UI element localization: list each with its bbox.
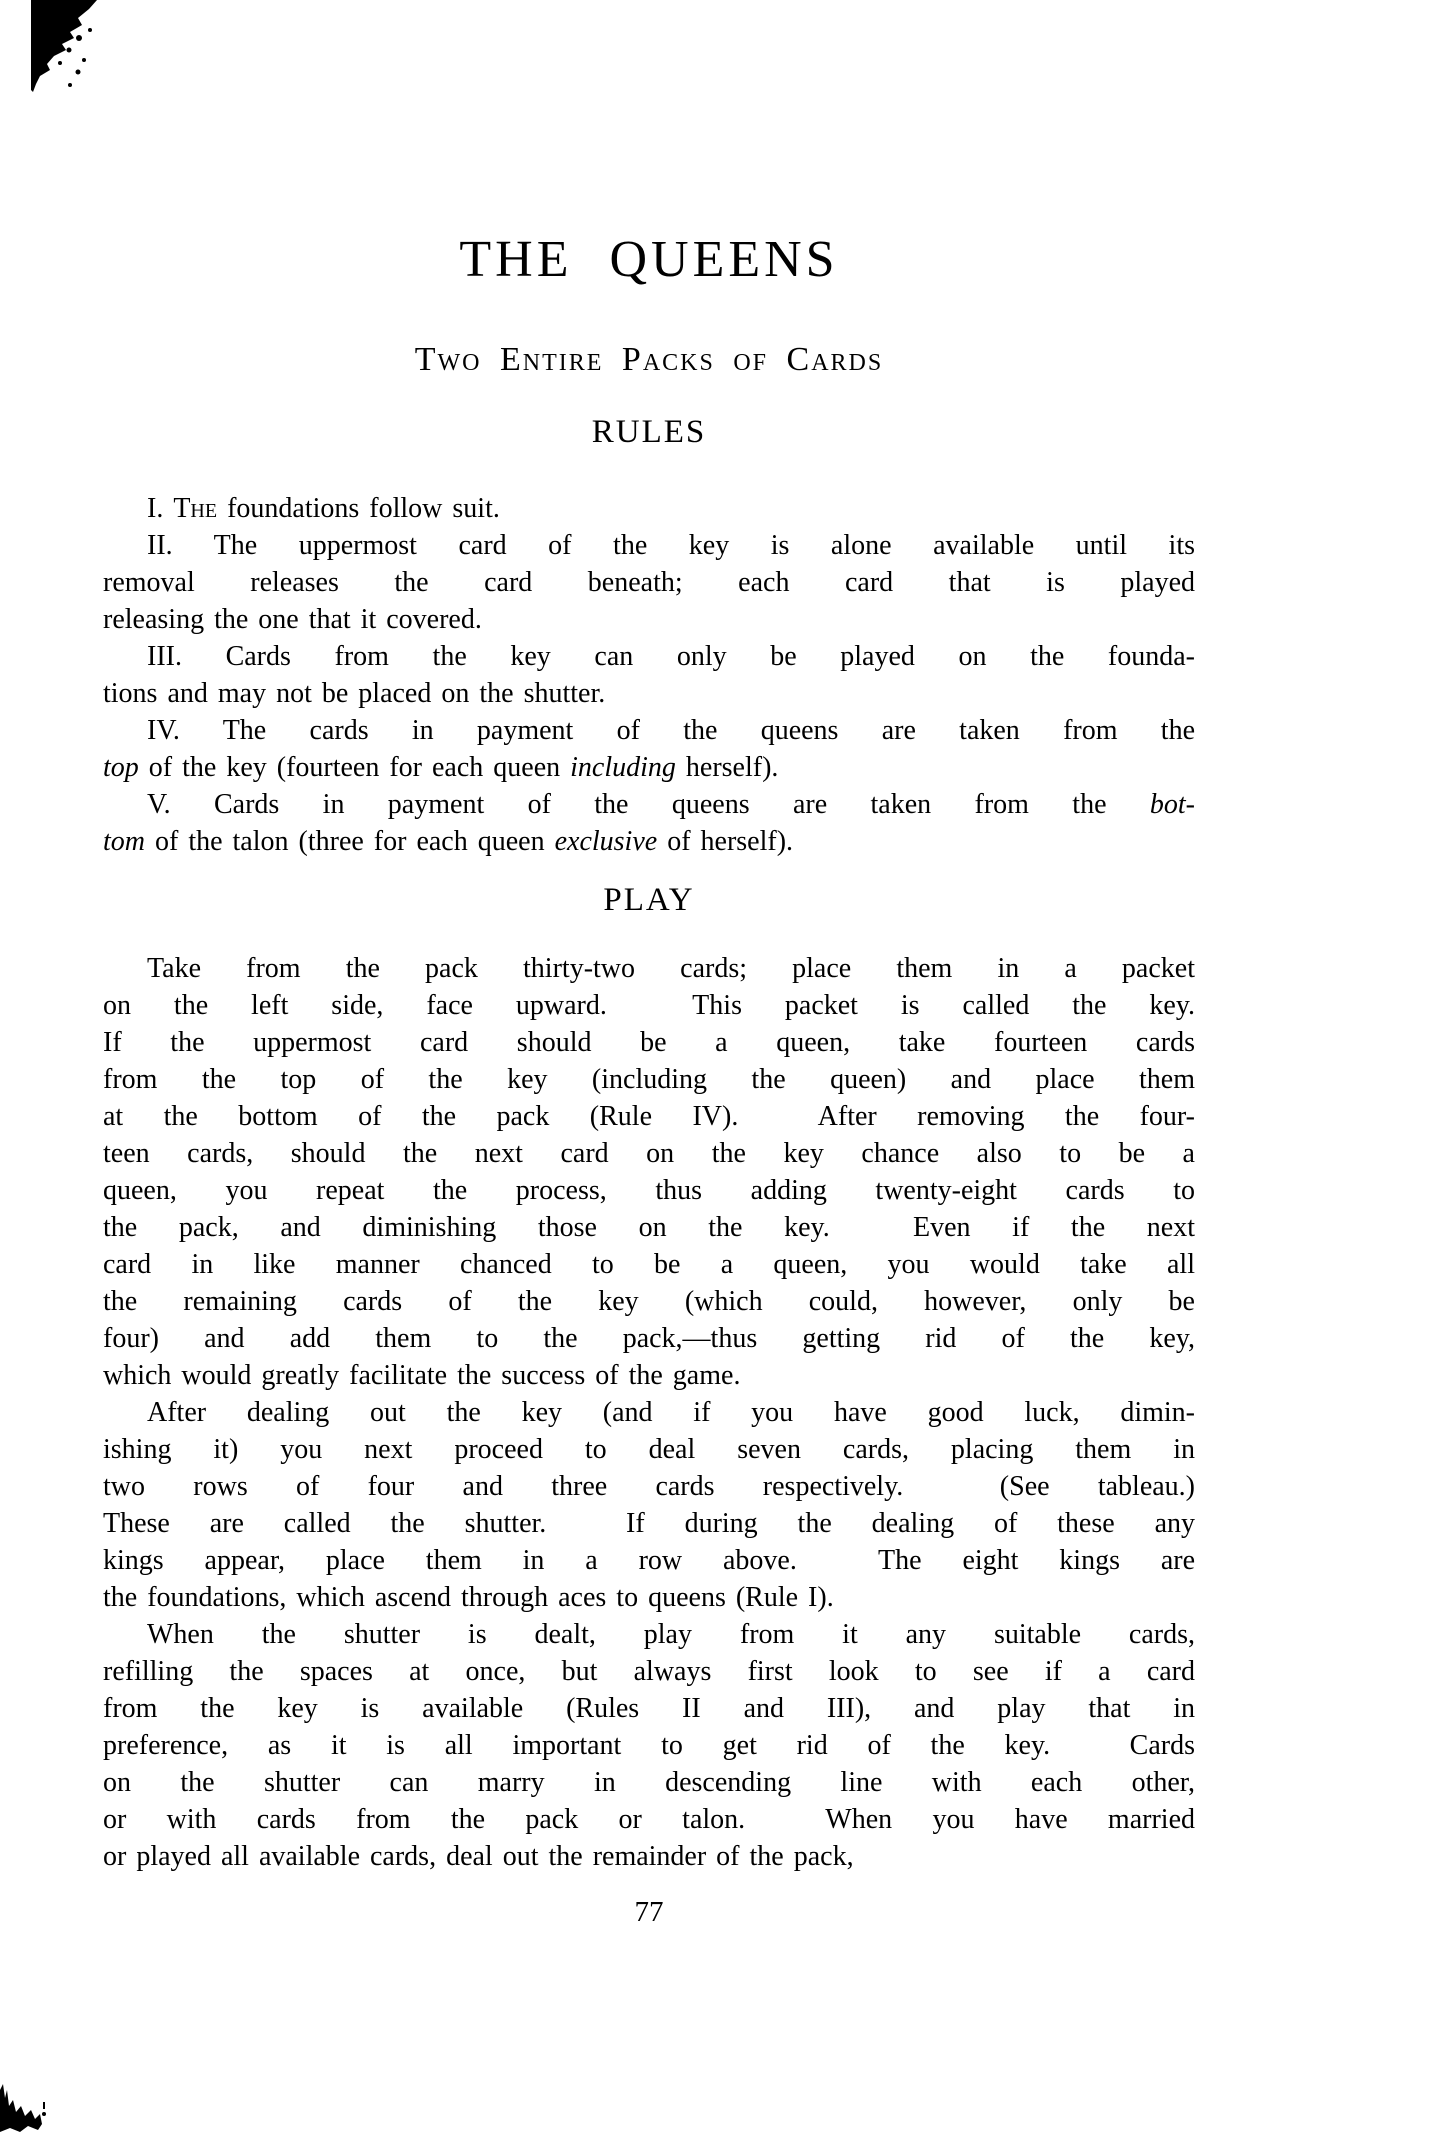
- text-line: releasing the one that it covered.: [103, 604, 482, 635]
- text-line: removal releases the card beneath; each card that is played: [103, 567, 1195, 598]
- text-line: These are called the shutter. If during the dealing of these any: [103, 1508, 1195, 1539]
- paragraph: [103, 1394, 1195, 1616]
- text-line: IV. The cards in payment of the queens are taken from the: [147, 715, 1195, 746]
- text-line: the remaining cards of the key (which could, however, only be: [103, 1286, 1195, 1317]
- text-line: which would greatly facilitate the success of the game.: [103, 1360, 741, 1391]
- text-line: III. Cards from the key can only be played on the founda-: [147, 641, 1195, 672]
- text-line: kings appear, place them in a row above. The eight kings are: [103, 1545, 1195, 1576]
- text-line: tions and may not be placed on the shutter.: [103, 678, 606, 709]
- text-line: After dealing out the key (and if you have good luck, dimin-: [147, 1397, 1195, 1428]
- text-line: from the key is available (Rules II and III), and play that in: [103, 1693, 1195, 1724]
- text-line: from the top of the key (including the queen) and place them: [103, 1064, 1195, 1095]
- paragraph: [103, 786, 1195, 860]
- text-line: card in like manner chanced to be a queen, you would take all: [103, 1249, 1195, 1280]
- text-line: When the shutter is dealt, play from it any suitable cards,: [147, 1619, 1195, 1650]
- play-section: [103, 950, 1195, 1875]
- text-line: the foundations, which ascend through aces to queens (Rule I).: [103, 1582, 834, 1613]
- paragraph: [103, 950, 1195, 1394]
- text-line: on the shutter can marry in descending line with each other,: [103, 1767, 1195, 1798]
- paragraph: [103, 712, 1195, 786]
- text-line: II. The uppermost card of the key is alone available until its: [147, 530, 1195, 561]
- paragraph: [103, 1616, 1195, 1875]
- paragraph: [103, 527, 1195, 638]
- text-line: or played all available cards, deal out the remainder of the pack,: [103, 1841, 854, 1872]
- rules-heading: RULES: [591, 414, 707, 450]
- page-number: 77: [634, 1896, 664, 1928]
- play-heading: PLAY: [603, 882, 695, 918]
- text-line: If the uppermost card should be a queen, take fourteen cards: [103, 1027, 1195, 1058]
- paragraph: [103, 638, 1195, 712]
- text-line: queen, you repeat the process, thus adding twenty-eight cards to: [103, 1175, 1195, 1206]
- text-line: refilling the spaces at once, but always first look to see if a card: [103, 1656, 1195, 1687]
- text-line: ishing it) you next proceed to deal seven cards, placing them in: [103, 1434, 1195, 1465]
- text-line: two rows of four and three cards respectively. (See tableau.): [103, 1471, 1195, 1502]
- text-line: I. The foundations follow suit.: [147, 493, 500, 524]
- text-line: or with cards from the pack or talon. When you have married: [103, 1804, 1195, 1835]
- text-line: top of the key (fourteen for each queen including herself).: [103, 752, 779, 783]
- text-line: V. Cards in payment of the queens are taken from the bot-: [147, 789, 1195, 820]
- rules-section: [103, 490, 1195, 860]
- text-line: at the bottom of the pack (Rule IV). After removing the four-: [103, 1101, 1195, 1132]
- paragraph: [103, 490, 1195, 527]
- text-line: Take from the pack thirty-two cards; place them in a packet: [147, 953, 1195, 984]
- scan-artifact-top-left: [0, 0, 100, 100]
- page-title: THE QUEENS: [459, 231, 839, 288]
- text-line: the pack, and diminishing those on the key. Even if the next: [103, 1212, 1195, 1243]
- text-line: tom of the talon (three for each queen exclusive of herself).: [103, 826, 794, 857]
- text-line: preference, as it is all important to get rid of the key. Cards: [103, 1730, 1195, 1761]
- text-line: four) and add them to the pack,—thus getting rid of the key,: [103, 1323, 1195, 1354]
- text-line: teen cards, should the next card on the key chance also to be a: [103, 1138, 1195, 1169]
- text-line: on the left side, face upward. This packet is called the key.: [103, 990, 1195, 1021]
- scan-artifact-bottom-left: [0, 2040, 130, 2140]
- subtitle: Two Entire Packs of Cards: [414, 341, 884, 378]
